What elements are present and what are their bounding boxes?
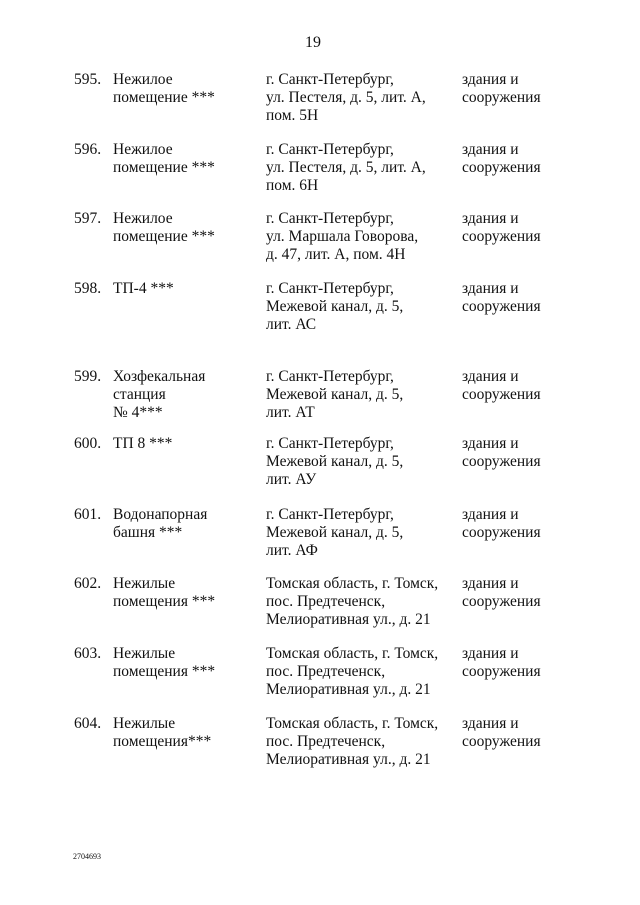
object-type: здания и сооружения — [462, 280, 541, 315]
row-number: 598. — [74, 280, 102, 297]
object-type: здания и сооружения — [462, 71, 541, 106]
object-address: г. Санкт-Петербург, Межевой канал, д. 5, лит. АФ — [266, 506, 404, 559]
object-address: Томская область, г. Томск, пос. Предтеченск, Мелиоративная ул., д. 21 — [266, 645, 439, 698]
row-number: 600. — [74, 435, 102, 452]
object-address: Томская область, г. Томск, пос. Предтеченск, Мелиоративная ул., д. 21 — [266, 575, 439, 628]
row-number: 595. — [74, 71, 102, 88]
object-type: здания и сооружения — [462, 575, 541, 610]
object-name: Нежилое помещение *** — [113, 71, 215, 106]
object-address: г. Санкт-Петербург, ул. Пестеля, д. 5, лит. А, пом. 5Н — [266, 71, 426, 124]
row-number: 604. — [74, 715, 102, 732]
object-name: Нежилые помещения *** — [113, 575, 216, 610]
object-type: здания и сооружения — [462, 368, 541, 403]
row-number: 599. — [74, 368, 102, 385]
object-type: здания и сооружения — [462, 715, 541, 750]
row-number: 601. — [74, 506, 102, 523]
object-address: г. Санкт-Петербург, ул. Пестеля, д. 5, лит. А, пом. 6Н — [266, 141, 426, 194]
object-type: здания и сооружения — [462, 435, 541, 470]
object-name: Нежилые помещения *** — [113, 645, 216, 680]
row-number: 602. — [74, 575, 102, 592]
object-name: ТП 8 *** — [113, 435, 173, 452]
object-type: здания и сооружения — [462, 506, 541, 541]
object-type: здания и сооружения — [462, 210, 541, 245]
object-address: г. Санкт-Петербург, Межевой канал, д. 5, лит. АУ — [266, 435, 404, 488]
object-name: Нежилое помещение *** — [113, 141, 215, 176]
object-name: Водонапорная башня *** — [113, 506, 208, 541]
object-address: г. Санкт-Петербург, Межевой канал, д. 5, лит. АС — [266, 280, 404, 333]
object-name: Нежилое помещение *** — [113, 210, 215, 245]
object-name: ТП-4 *** — [113, 280, 174, 297]
object-address: г. Санкт-Петербург, ул. Маршала Говорова, д. 47, лит. А, пом. 4Н — [266, 210, 419, 263]
row-number: 597. — [74, 210, 102, 227]
object-type: здания и сооружения — [462, 645, 541, 680]
object-name: Хозфекальная станция № 4*** — [113, 368, 206, 421]
object-type: здания и сооружения — [462, 141, 541, 176]
object-address: Томская область, г. Томск, пос. Предтеченск, Мелиоративная ул., д. 21 — [266, 715, 439, 768]
object-name: Нежилые помещения*** — [113, 715, 212, 750]
row-number: 596. — [74, 141, 102, 158]
document-code: 2704693 — [73, 852, 101, 861]
page-number: 19 — [305, 34, 321, 51]
object-address: г. Санкт-Петербург, Межевой канал, д. 5, лит. АТ — [266, 368, 404, 421]
row-number: 603. — [74, 645, 102, 662]
